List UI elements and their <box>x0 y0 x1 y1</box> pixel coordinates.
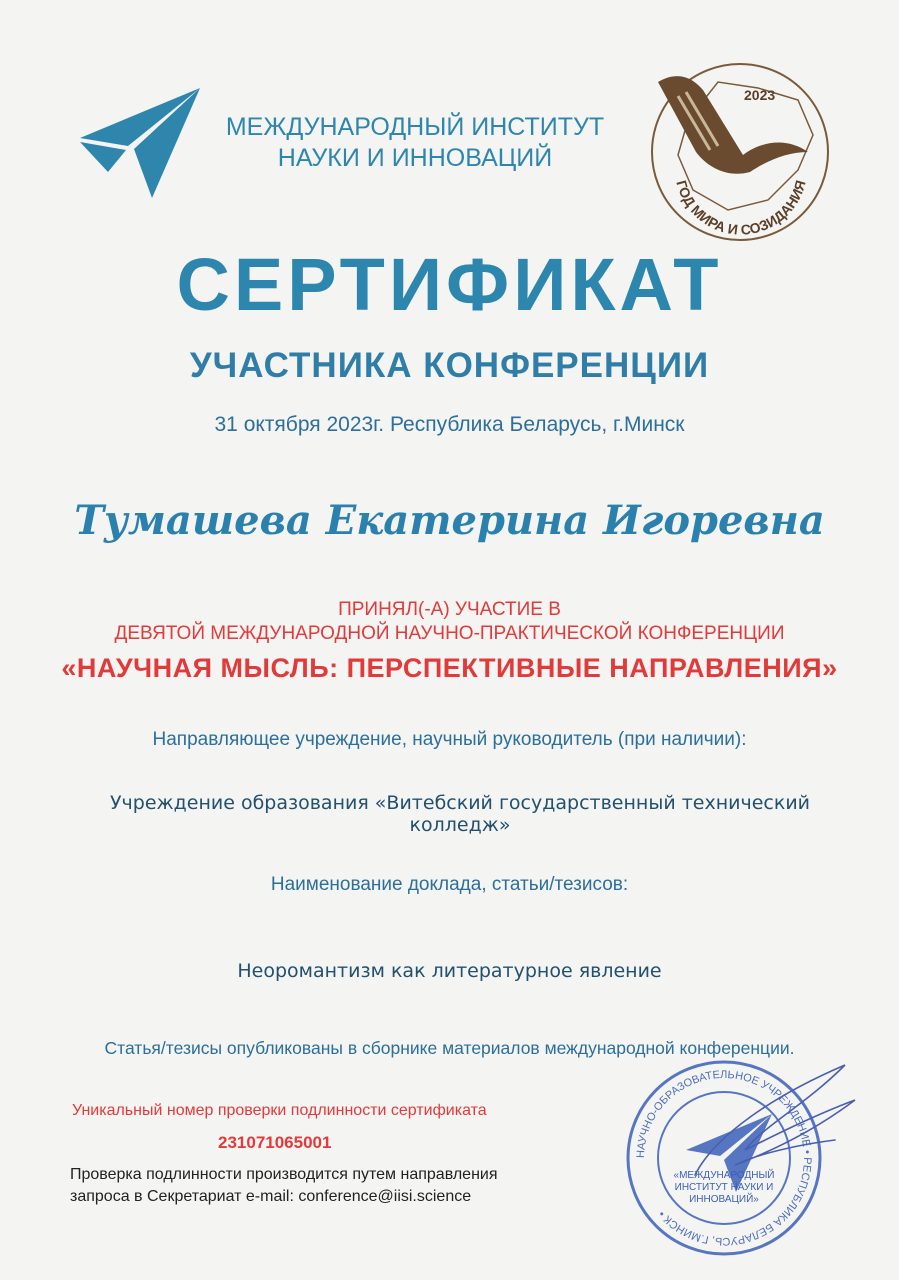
institution-line2: колледж» <box>409 814 511 836</box>
participation-line2: ДЕВЯТОЙ МЕЖДУНАРОДНОЙ НАУЧНО-ПРАКТИЧЕСКОЙ КОНФЕРЕНЦИИ <box>114 623 785 644</box>
date-and-place: 31 октября 2023г. Республика Беларусь, г.Минск <box>214 413 685 436</box>
emblem-year: 2023 <box>744 87 776 103</box>
conference-name: «НАУЧНАЯ МЫСЛЬ: ПЕРСПЕКТИВНЫЕ НАПРАВЛЕНИЯ» <box>61 653 838 683</box>
signature <box>655 1055 865 1205</box>
institution-line1: Учреждение образования «Витебский государственный технический <box>109 792 811 814</box>
year-of-peace-emblem <box>648 60 833 245</box>
report-title: Неоромантизм как литературное явление <box>237 960 662 982</box>
verification-number: 231071065001 <box>218 1133 332 1152</box>
participant-name: Тумашева Екатерина Игоревна <box>74 497 825 544</box>
verification-note <box>70 1164 610 1208</box>
participation-line1: ПРИНЯЛ(-А) УЧАСТИЕ В <box>338 599 561 620</box>
emblem-caption: ГОД МИРА И СОЗИДАНИЯ <box>673 178 809 238</box>
stamp-center-line1: «МЕЖДУНАРОДНЫЙ <box>673 1170 775 1181</box>
institute-logo-icon <box>78 86 203 201</box>
report-label: Наименование доклада, статьи/тезисов: <box>270 874 629 895</box>
certificate-subtitle: УЧАСТНИКА КОНФЕРЕНЦИИ <box>189 346 710 385</box>
verification-label: Уникальный номер проверки подлинности сертификата <box>72 1102 487 1119</box>
stamp-center-line2: ИНСТИТУТ НАУКИ И <box>674 1182 774 1193</box>
stamp-center-line3: ИННОВАЦИЙ» <box>689 1194 759 1205</box>
institute-name-line2: НАУКИ И ИННОВАЦИЙ <box>277 144 553 172</box>
verification-note-line1: Проверка подлинности производится путем направления <box>70 1166 498 1183</box>
verification-note-line2: запроса в Секретариат e-mail: conference@iisi.science <box>70 1188 472 1205</box>
institution-label: Направляющее учреждение, научный руководитель (при наличии): <box>152 729 747 750</box>
institute-name <box>205 112 625 174</box>
institute-name-line1: МЕЖДУНАРОДНЫЙ ИНСТИТУТ <box>225 113 605 141</box>
institution-value <box>80 792 840 836</box>
certificate-title: СЕРТИФИКАТ <box>176 243 723 326</box>
publication-note: Статья/тезисы опубликованы в сборнике материалов международной конференции. <box>104 1038 795 1058</box>
stamp-ring-text: НАУЧНО-ОБРАЗОВАТЕЛЬНОЕ УЧРЕЖДЕНИЕ • РЕСПУБЛИКА БЕЛАРУСЬ, Г.МИНСК • <box>634 1068 814 1248</box>
